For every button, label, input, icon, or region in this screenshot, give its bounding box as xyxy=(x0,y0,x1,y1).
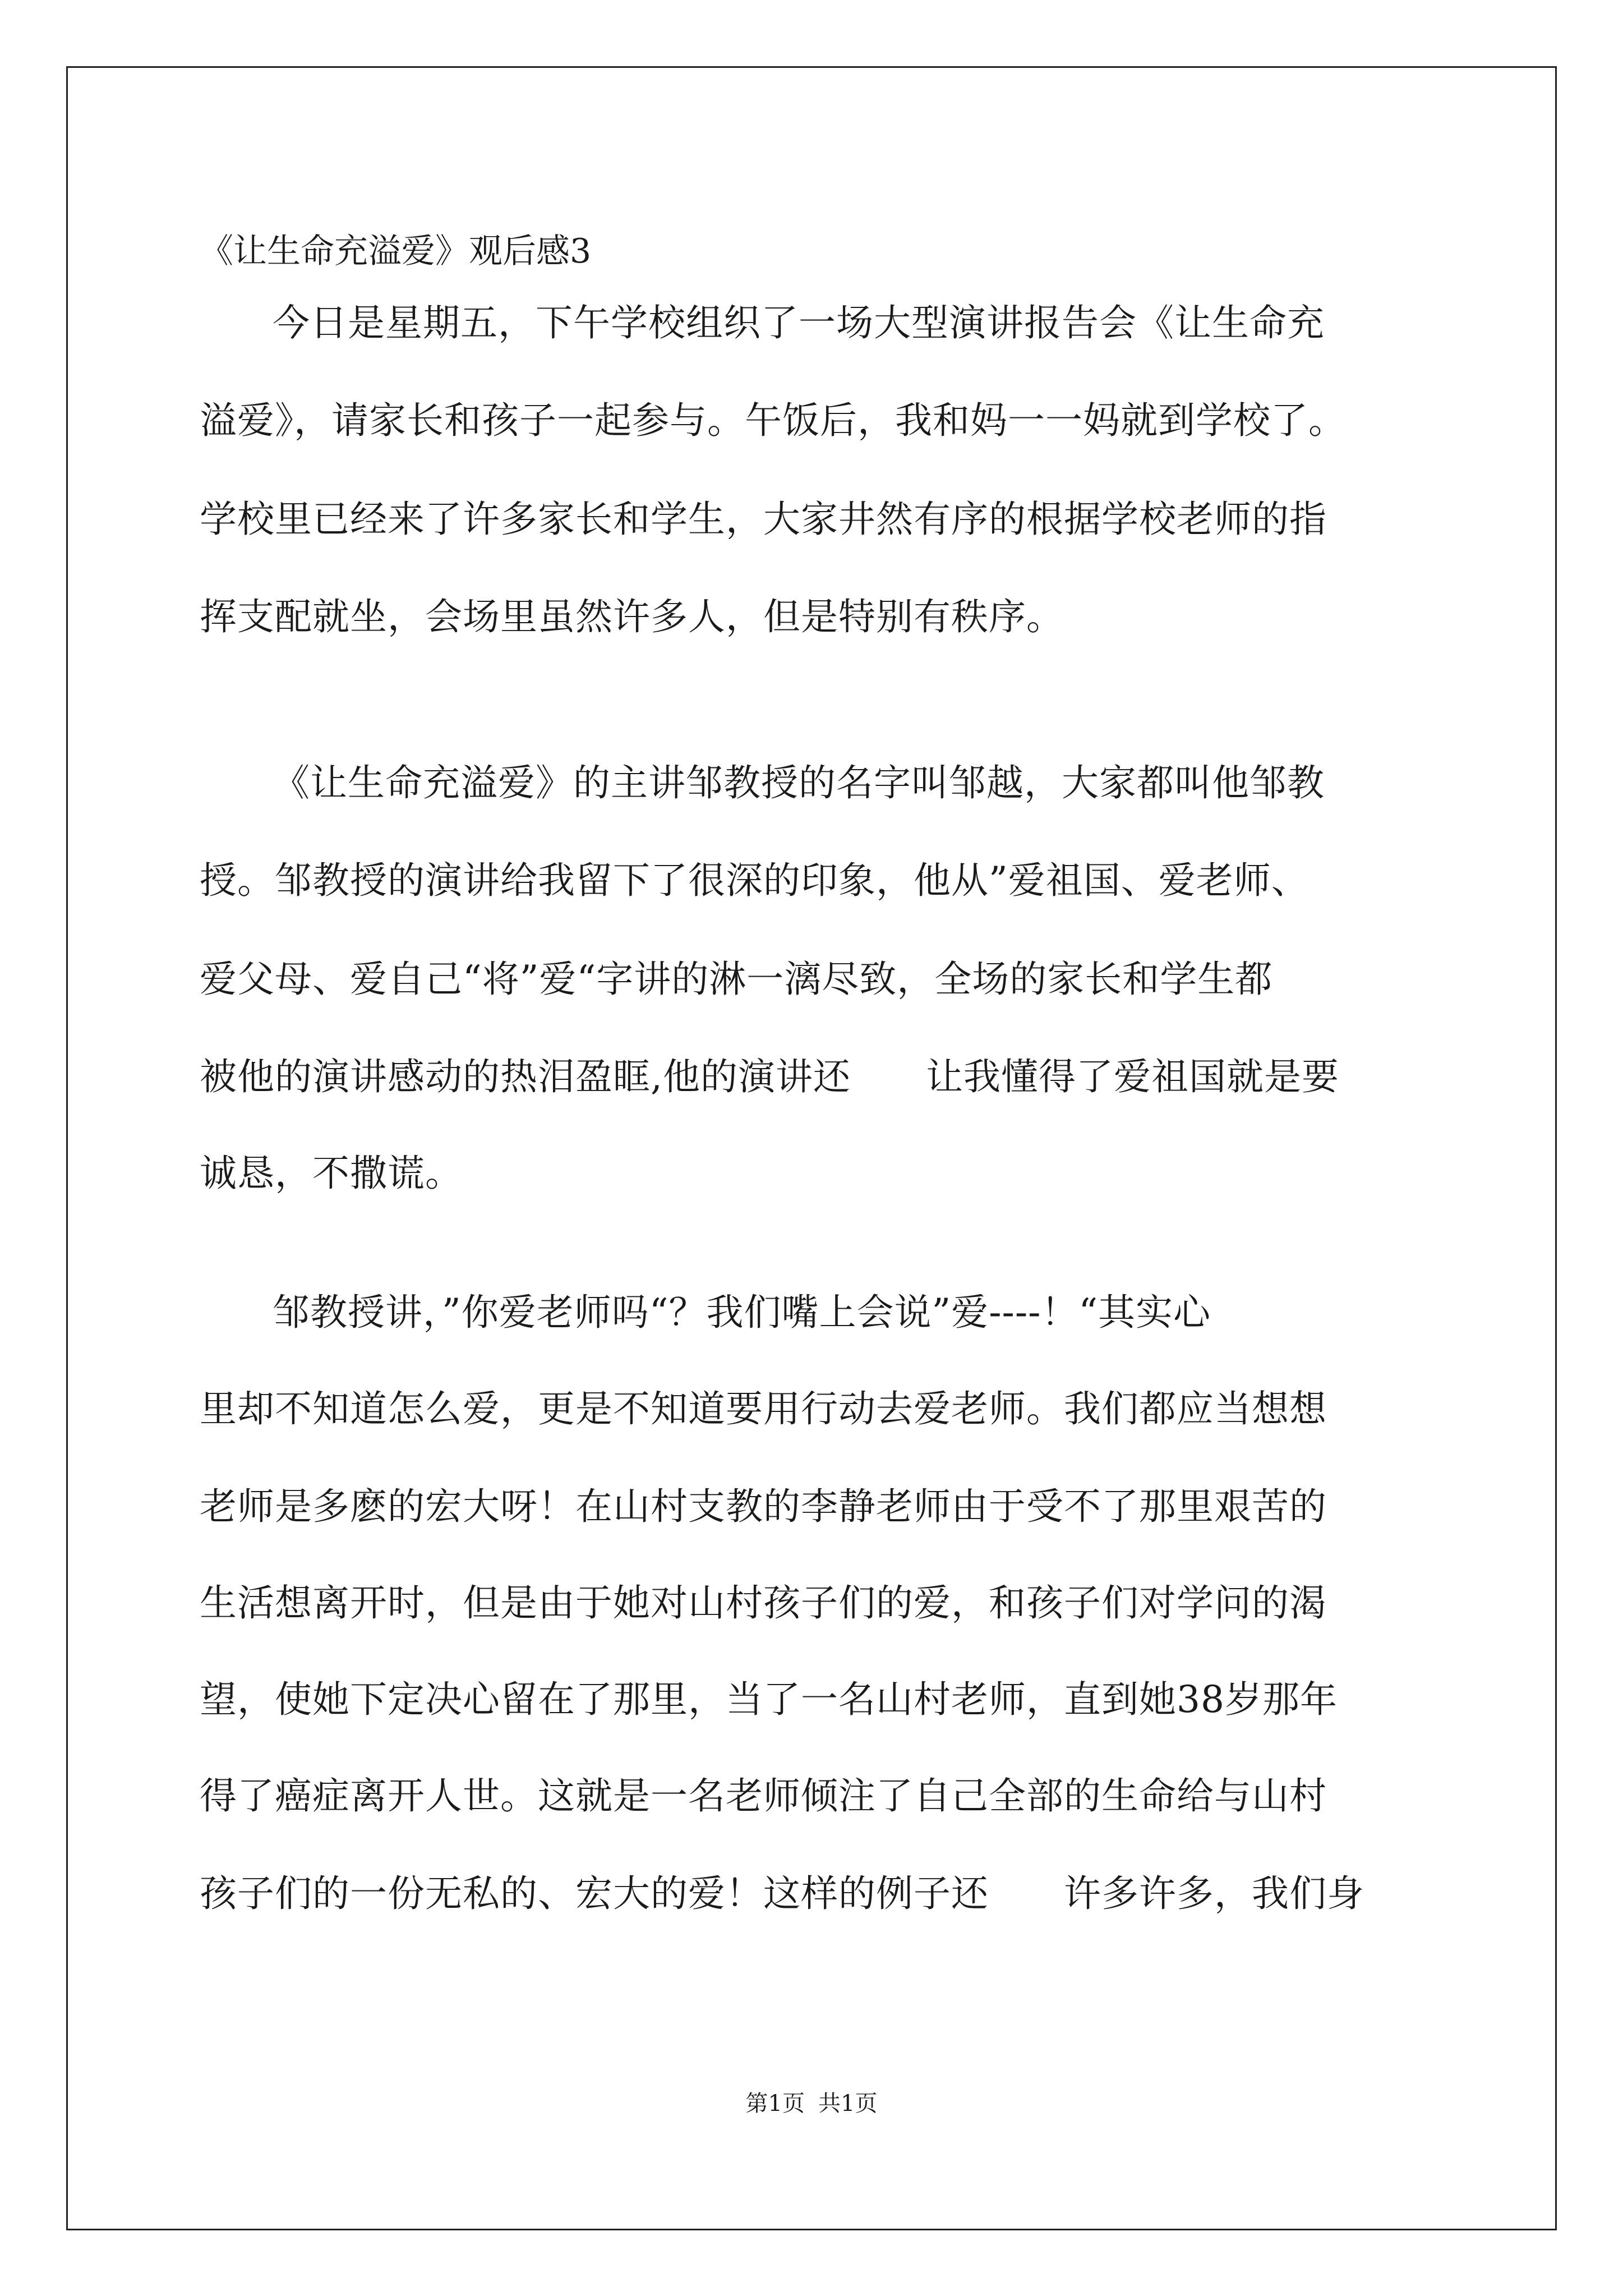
page-footer xyxy=(0,2087,1623,2120)
paragraph-line: 得了癌症离开人世。这就是一名老师倾注了自己全部的生命给与山村 xyxy=(200,1774,1327,1818)
document-title: 《让生命充溢爱》观后感3 xyxy=(200,232,592,271)
paragraph-line: 孩子们的一份无私的、宏大的爱！这样的例子还 许多许多，我们身 xyxy=(200,1872,1364,1915)
paragraph-line: 生活想离开时，但是由于她对山村孩子们的爱，和孩子们对学问的渴 xyxy=(200,1581,1327,1625)
paragraph-line: 邹教授讲，”你爱老师吗“？我们嘴上会说”爱----！“其实心 xyxy=(273,1291,1211,1334)
paragraph-line: 挥支配就坐，会场里虽然许多人，但是特别有秩序。 xyxy=(200,595,1064,638)
paragraph-line: 溢爱》，请家长和孩子一起参与。午饭后，我和妈一一妈就到学校了。 xyxy=(200,399,1346,442)
paragraph-line: 今日是星期五，下午学校组织了一场大型演讲报告会《让生命充 xyxy=(273,301,1325,344)
page-total: 共1页 xyxy=(818,2091,878,2116)
paragraph-line: 授。邹教授的演讲给我留下了很深的印象，他从”爱祖国、爱老师、 xyxy=(200,859,1309,902)
paragraph-line: 望，使她下定决心留在了那里，当了一名山村老师，直到她38岁那年 xyxy=(200,1678,1338,1721)
paragraph-line: 《让生命充溢爱》的主讲邹教授的名字叫邹越，大家都叫他邹教 xyxy=(273,761,1325,804)
paragraph-line: 诚恳，不撒谎。 xyxy=(200,1152,463,1195)
paragraph-line: 被他的演讲感动的热泪盈眶,他的演讲还 让我懂得了爱祖国就是要 xyxy=(200,1055,1339,1098)
paragraph-line: 老师是多麽的宏大呀！在山村支教的李静老师由于受不了那里艰苦的 xyxy=(200,1485,1327,1528)
paragraph-line: 爱父母、爱自己“将”爱“字讲的淋一漓尽致，全场的家长和学生都 xyxy=(200,958,1273,1001)
page-number: 第1页 xyxy=(745,2091,805,2116)
paragraph-line: 学校里已经来了许多家长和学生，大家井然有序的根据学校老师的指 xyxy=(200,498,1327,541)
paragraph-line: 里却不知道怎么爱，更是不知道要用行动去爱老师。我们都应当想想 xyxy=(200,1387,1327,1430)
